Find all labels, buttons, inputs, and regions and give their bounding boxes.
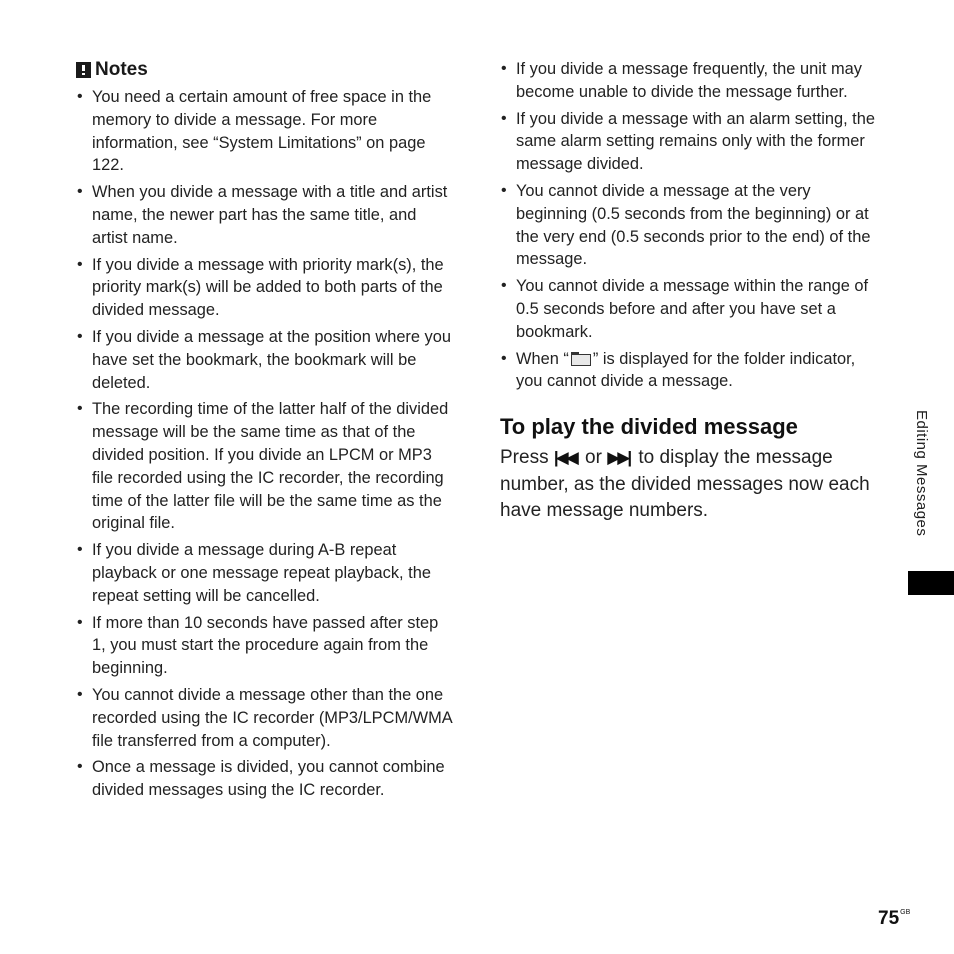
page-number-suffix: GB — [900, 909, 911, 916]
bullet-dot: • — [77, 541, 83, 559]
bullet-dot: • — [501, 60, 507, 77]
list-item-text: Once a message is divided, you cannot combine divided messages using the IC recorder. — [92, 758, 445, 800]
notes-exclamation-icon — [76, 62, 91, 78]
notes-list-folder — [500, 348, 885, 394]
bullet-dot: • — [77, 183, 83, 201]
list-item — [76, 539, 456, 607]
list-item-folder-note — [500, 348, 885, 394]
list-item-text: If more than 10 seconds have passed after step 1, you must start the procedure again from the beginning. — [92, 613, 439, 678]
list-item-text: You cannot divide a message at the very beginning (0.5 seconds from the beginning) or at the very end (0.5 seconds prior to the end) of the message. — [516, 181, 871, 269]
bullet-dot: • — [501, 181, 507, 199]
folder-icon — [570, 351, 592, 366]
bullet-dot: • — [77, 327, 83, 345]
bullet-dot: • — [501, 277, 507, 295]
page-number-value: 75 — [878, 908, 900, 929]
bullet-dot: • — [501, 109, 507, 127]
list-item — [500, 180, 885, 271]
left-column — [76, 58, 456, 806]
list-item-text: You cannot divide a message other than the one recorded using the IC recorder (MP3/LPCM/WMA file transferred from a computer). — [92, 685, 452, 750]
list-item — [76, 326, 456, 394]
next-track-icon: ▶▶| — [607, 448, 630, 468]
list-item-text: If you divide a message with priority mark(s), the priority mark(s) will be added to both parts of the divided message. — [92, 255, 444, 320]
bullet-dot: • — [77, 255, 83, 273]
list-item — [76, 254, 456, 322]
notes-heading-text: Notes — [95, 59, 148, 80]
list-item — [76, 398, 456, 535]
bullet-dot: • — [77, 400, 83, 418]
folder-note-after: ” is displayed for the folder indicator, you cannot divide a message. — [516, 349, 856, 391]
list-item — [500, 275, 885, 343]
list-item-text: If you divide a message during A-B repeat playback or one message repeat playback, the repeat setting will be cancelled. — [92, 541, 431, 605]
folder-note-before: When “ — [516, 349, 569, 368]
bullet-dot: • — [77, 613, 83, 631]
or-text: or — [579, 447, 608, 469]
section-rest-text: to display the message number, as the divided messages now each have message numbers. — [500, 447, 870, 522]
list-item-text: You need a certain amount of free space in the memory to divide a message. For more information, see “System Limitations” on page 122. — [92, 88, 432, 175]
side-tab-marker — [908, 571, 954, 595]
bullet-dot: • — [77, 758, 83, 776]
list-item — [76, 756, 456, 802]
press-text: Press — [500, 447, 554, 469]
list-item — [76, 684, 456, 752]
list-item — [76, 181, 456, 249]
list-item-text: When you divide a message with a title and artist name, the newer part has the same title, and artist name. — [92, 183, 448, 247]
notes-list-right — [500, 58, 885, 344]
right-column — [500, 58, 885, 525]
list-item — [500, 108, 885, 176]
bullet-dot: • — [77, 685, 83, 703]
list-item — [76, 612, 456, 680]
bullet-dot: • — [501, 349, 507, 367]
previous-track-icon: |◀◀ — [553, 448, 576, 468]
list-item-text: If you divide a message at the position where you have set the bookmark, the bookmark will be deleted. — [92, 327, 451, 392]
side-tab-label: Editing Messages — [913, 410, 930, 537]
list-item-text: If you divide a message frequently, the unit may become unable to divide the message further. — [516, 60, 862, 101]
list-item-text: You cannot divide a message within the range of 0.5 seconds before and after you have set a bookmark. — [516, 277, 869, 341]
section-body — [500, 445, 885, 525]
section-heading: To play the divided message — [500, 414, 798, 440]
list-item-text: The recording time of the latter half of the divided message will be the same time as that of the divided position. If you divide an LPCM or MP3 file recorded using the IC recorder, the recording time of the latter file will be the same time as the original file. — [92, 400, 449, 533]
notes-heading — [76, 58, 456, 82]
list-item-text: If you divide a message with an alarm setting, the same alarm setting remains only with the former message divided. — [516, 109, 875, 174]
bullet-dot: • — [77, 88, 83, 105]
page-number — [878, 908, 910, 930]
notes-list-left — [76, 86, 456, 802]
list-item — [76, 86, 456, 177]
list-item — [500, 58, 885, 104]
